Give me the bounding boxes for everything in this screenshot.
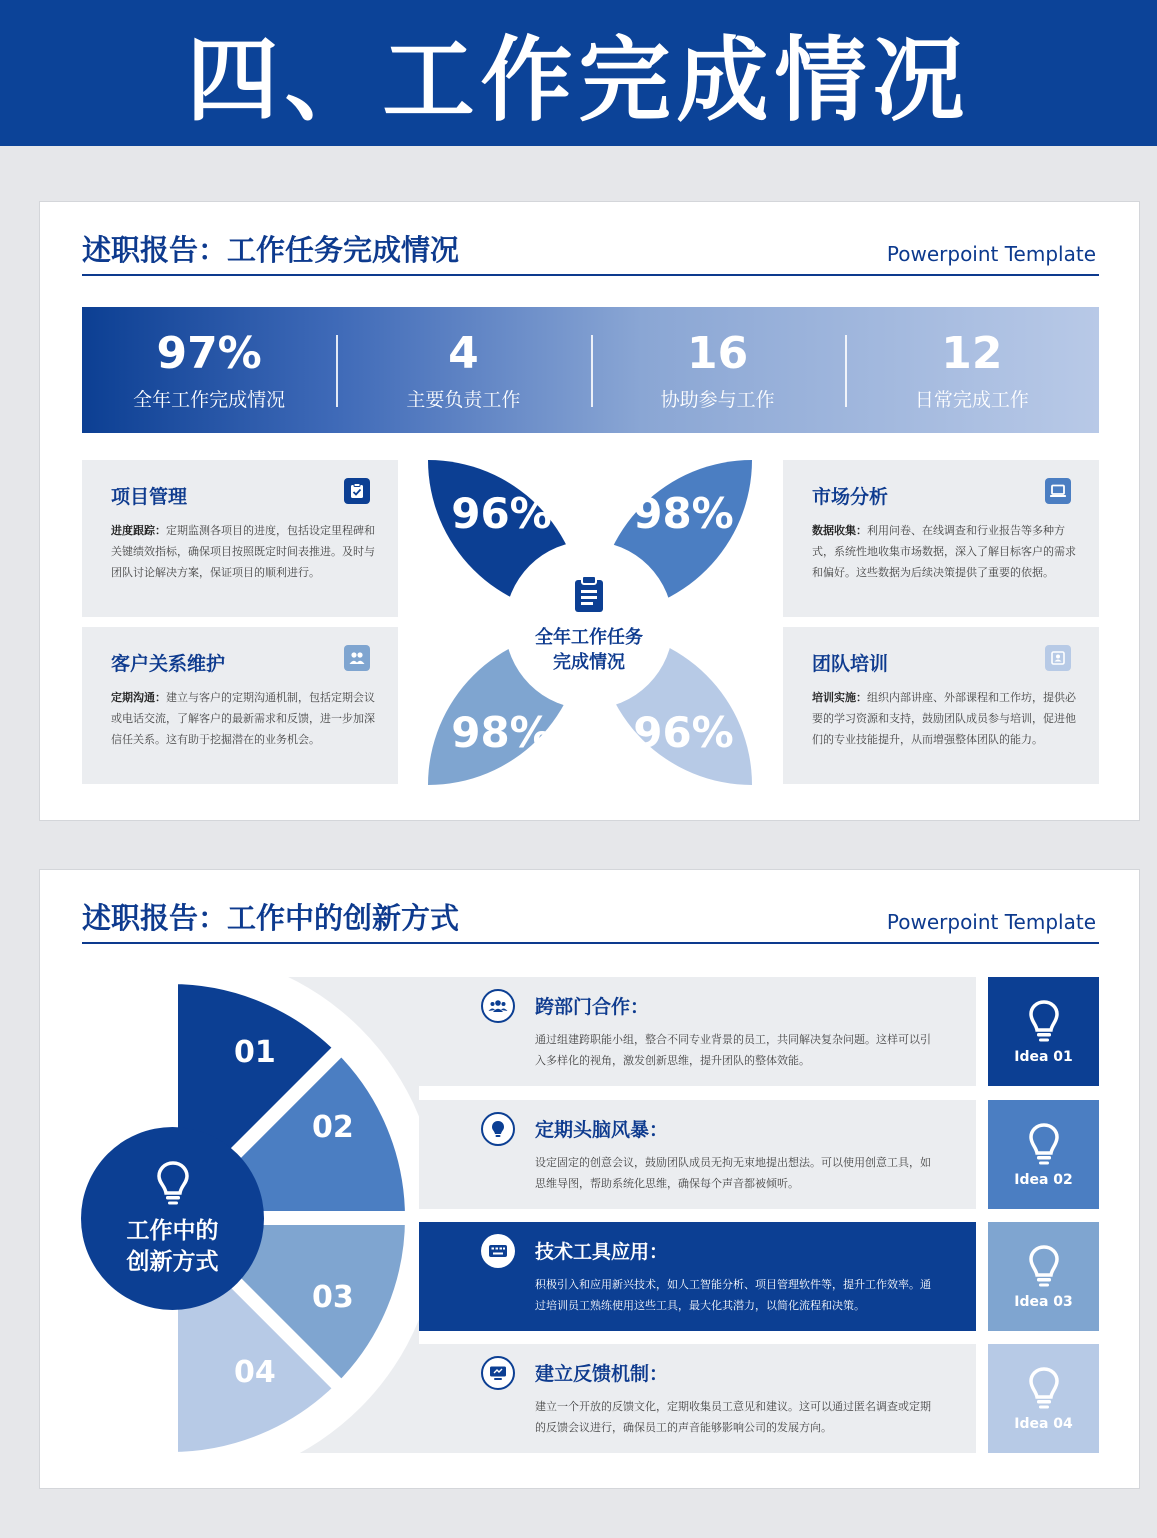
header-banner xyxy=(0,0,1157,146)
petal-value: 96% xyxy=(451,489,552,538)
slide-task-completion xyxy=(39,201,1140,821)
slide-title: 述职报告：工作中的创新方式 xyxy=(82,901,460,935)
card-title: 客户关系维护 xyxy=(111,653,226,675)
slide-subtitle: Powerpoint Template xyxy=(886,242,1096,266)
idea-tile xyxy=(988,977,1099,1086)
stat-item xyxy=(845,329,1099,412)
segment-number: 04 xyxy=(234,1355,276,1390)
card-project-management xyxy=(82,460,398,617)
monitor-icon xyxy=(481,1356,515,1390)
people-icon xyxy=(344,645,370,671)
stat-label: 主要负责工作 xyxy=(406,388,521,411)
row-text: 积极引入和应用新兴技术，如人工智能分析、项目管理软件等，提升工作效率。通过培训员工熟练使用这些工具，最大化其潜力，以简化流程和决策。 xyxy=(535,1278,931,1312)
innovation-row xyxy=(419,1344,976,1453)
petal-value: 96% xyxy=(633,708,734,757)
card-team-training xyxy=(783,627,1099,784)
page-title: 四、工作完成情况 xyxy=(186,27,971,134)
lightbulb-icon xyxy=(1028,999,1060,1043)
lightbulb-icon xyxy=(156,1160,190,1210)
lightbulb-icon xyxy=(1028,1122,1060,1166)
stat-value: 12 xyxy=(941,327,1003,379)
stat-item xyxy=(591,329,845,412)
idea-tile xyxy=(988,1222,1099,1331)
stat-value: 4 xyxy=(448,327,479,379)
card-customer-relations xyxy=(82,627,398,784)
row-title: 跨部门合作： xyxy=(535,996,650,1018)
row-title: 技术工具应用： xyxy=(535,1241,669,1263)
petal-value: 98% xyxy=(633,489,734,538)
innovation-hub xyxy=(81,1127,264,1310)
row-text: 建立一个开放的反馈文化，定期收集员工意见和建议。这可以通过匿名调查或定期的反馈会议进行，确保员工的声音能够影响公司的发展方向。 xyxy=(535,1400,931,1434)
card-title: 市场分析 xyxy=(812,486,889,508)
stat-value: 16 xyxy=(687,327,749,379)
card-title: 团队培训 xyxy=(812,653,889,675)
slide-innovation xyxy=(39,869,1140,1489)
stat-item xyxy=(82,329,336,412)
id-card-icon xyxy=(1045,645,1071,671)
card-text: 培训实施：组织内部讲座、外部课程和工作坊，提供必要的学习资源和支持，鼓励团队成员参与培训，促进他们的专业技能提升，从而增强整体团队的能力。 xyxy=(812,691,1076,746)
stat-label: 协助参与工作 xyxy=(660,388,775,411)
petal-value: 98% xyxy=(451,708,552,757)
idea-tile xyxy=(988,1100,1099,1209)
stat-item xyxy=(336,329,590,412)
clipboard-icon xyxy=(572,575,606,617)
segment-number: 03 xyxy=(312,1280,354,1315)
stat-value: 97% xyxy=(156,327,262,379)
row-title: 定期头脑风暴： xyxy=(535,1119,669,1141)
clipboard-check-icon xyxy=(344,478,370,504)
group-icon xyxy=(481,989,515,1023)
slide-title: 述职报告：工作任务完成情况 xyxy=(82,233,460,267)
idea-label: Idea 02 xyxy=(1014,1171,1073,1188)
hub-label xyxy=(118,1216,228,1278)
laptop-icon xyxy=(1045,478,1071,504)
keyboard-icon xyxy=(481,1234,515,1268)
hub-label-line: 工作中的 xyxy=(126,1217,219,1244)
innovation-row-highlighted xyxy=(419,1222,976,1331)
segment-number: 02 xyxy=(312,1110,354,1145)
center-label-line: 完成情况 xyxy=(553,652,625,673)
idea-label: Idea 03 xyxy=(1014,1293,1073,1310)
row-title: 建立反馈机制： xyxy=(535,1363,669,1385)
idea-label: Idea 04 xyxy=(1014,1415,1073,1432)
stat-label: 日常完成工作 xyxy=(914,388,1029,411)
card-text: 进度跟踪：定期监测各项目的进度，包括设定里程碑和关键绩效指标，确保项目按照既定时间表推进。及时与团队讨论解决方案，保证项目的顺利进行。 xyxy=(111,524,375,579)
innovation-row xyxy=(419,977,976,1086)
lightbulb-icon xyxy=(1028,1366,1060,1410)
slide-subtitle: Powerpoint Template xyxy=(886,910,1096,934)
stat-label: 全年工作完成情况 xyxy=(133,388,286,411)
bulb-icon xyxy=(481,1112,515,1146)
segment-number: 01 xyxy=(234,1035,276,1070)
title-divider xyxy=(82,274,1099,276)
card-text: 定期沟通：建立与客户的定期沟通机制，包括定期会议或电话交流，了解客户的最新需求和反馈，进一步加深信任关系。这有助于挖掘潜在的业务机会。 xyxy=(111,691,375,746)
row-text: 设定固定的创意会议，鼓励团队成员无拘无束地提出想法。可以使用创意工具，如思维导图，帮助系统化思维，确保每个声音都被倾听。 xyxy=(535,1156,931,1190)
card-text: 数据收集：利用问卷、在线调查和行业报告等多种方式，系统性地收集市场数据，深入了解目标客户的需求和偏好。这些数据为后续决策提供了重要的依据。 xyxy=(812,524,1076,579)
card-title: 项目管理 xyxy=(111,486,188,508)
center-label xyxy=(524,625,654,675)
stats-banner xyxy=(82,307,1099,433)
center-label-line: 全年工作任务 xyxy=(535,627,643,648)
card-market-analysis xyxy=(783,460,1099,617)
lightbulb-icon xyxy=(1028,1244,1060,1288)
hub-label-line: 创新方式 xyxy=(126,1248,219,1275)
center-hub xyxy=(505,541,673,709)
row-text: 通过组建跨职能小组，整合不同专业背景的员工，共同解决复杂问题。这样可以引入多样化的视角，激发创新思维，提升团队的整体效能。 xyxy=(535,1033,931,1067)
innovation-row xyxy=(419,1100,976,1209)
idea-label: Idea 01 xyxy=(1014,1048,1073,1065)
idea-tile xyxy=(988,1344,1099,1453)
